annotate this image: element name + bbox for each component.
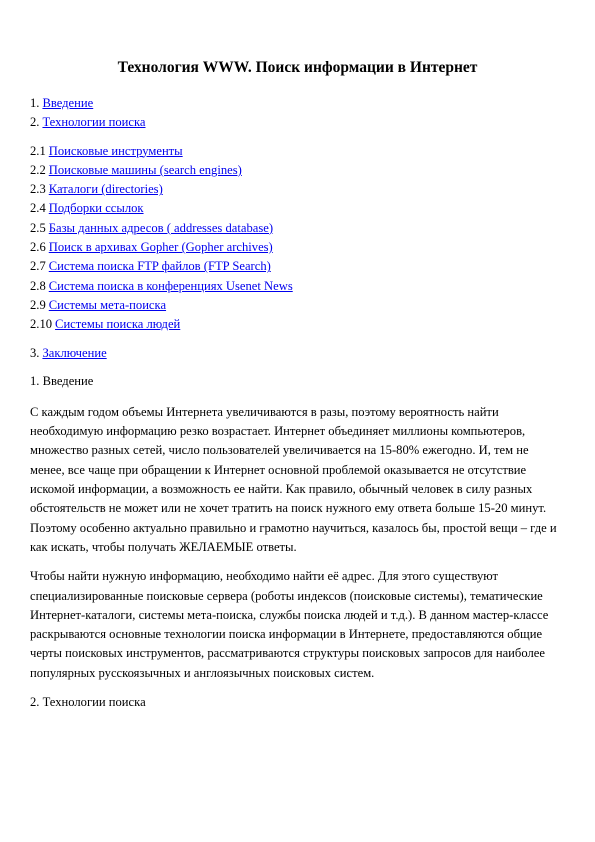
- toc-item-intro: [30, 94, 565, 113]
- toc-item-2-5: [30, 219, 565, 238]
- toc-number: 1.: [30, 96, 40, 110]
- toc-number: 2.4: [30, 201, 46, 216]
- body-paragraph: С каждым годом объемы Интернета увеличиваются в разы, поэтому вероятность найти необходимую информацию резко возрастает. Интернет объединяет миллионы компьютеров, множество разных сетей, число пользователей увеличивается на 15-80% ежегодно. И, тем не менее, все чаще при обращении к Интернет основной проблемой оказывается не отсутствие искомой информации, а возможность ее найти. Как правило, обычный человек в силу разных обстоятельств не может или не хочет тратить на поиск нужного ему ответа больше 15-20 минут. Поэтому особенно актуально правильно и грамотно научиться, казалось бы, простой вещи – где и как искать, чтобы получать ЖЕЛАЕМЫЕ ответы.: [30, 404, 557, 554]
- toc-link-2-4[interactable]: Подборки ссылок: [48, 201, 144, 216]
- toc-number: 2.2: [30, 162, 46, 177]
- toc-link-2-9[interactable]: Системы мета-поиска: [48, 297, 167, 312]
- toc-item-search-tech: [30, 113, 565, 132]
- toc-link-2-3[interactable]: Каталоги (directories): [48, 182, 163, 197]
- toc-sub: [30, 142, 565, 335]
- toc-number: 2.: [30, 115, 40, 130]
- toc-item-2-10: [30, 315, 565, 334]
- page-title: Технология WWW. Поиск информации в Интернет: [117, 59, 478, 76]
- toc-number: 2.9: [30, 297, 46, 312]
- toc-link-intro[interactable]: Введение: [42, 96, 94, 110]
- section-heading-intro: 1. Введение: [30, 373, 94, 388]
- toc-link-2-1[interactable]: Поисковые инструменты: [48, 143, 183, 158]
- toc-item-2-6: [30, 238, 565, 257]
- toc-link-2-5[interactable]: Базы данных адресов ( addresses database): [48, 220, 274, 235]
- toc-link-2-6[interactable]: Поиск в архивах Gopher (Gopher archives): [48, 240, 273, 255]
- toc-number: 2.5: [30, 220, 46, 235]
- body-paragraph: Чтобы найти нужную информацию, необходимо найти её адрес. Для этого существуют специализированные поисковые сервера (роботы индексов (поисковые системы), тематические Интернет-каталоги, системы мета-поиска, службы поиска людей и т.д.). В данном мастер-классе раскрываются основные технологии поиска информации в Интернете, предоставляются общие черты поисковых инструментов, рассматриваются структуры поисковых запросов для наиболее популярных русскоязычных и англоязычных поисковых систем.: [30, 569, 549, 680]
- toc-item-conclusion: [30, 344, 565, 363]
- toc-link-2-10[interactable]: Системы поиска людей: [55, 317, 181, 332]
- toc-link-2-8[interactable]: Система поиска в конференциях Usenet News: [48, 278, 293, 293]
- toc-item-2-9: [30, 296, 565, 315]
- toc-number: 2.10: [30, 317, 53, 332]
- toc-top: [30, 94, 565, 133]
- toc-link-conclusion[interactable]: Заключение: [42, 345, 107, 360]
- toc-number: 2.6: [30, 240, 46, 255]
- toc-number: 2.8: [30, 278, 46, 293]
- toc-item-2-7: [30, 257, 565, 276]
- toc-item-2-2: [30, 161, 565, 180]
- toc-number: 2.3: [30, 182, 46, 197]
- toc-end: [30, 344, 565, 363]
- toc-item-2-4: [30, 199, 565, 218]
- toc-number: 2.7: [30, 259, 46, 274]
- section-heading-search-tech: 2. Технологии поиска: [30, 695, 146, 710]
- toc-number: 3.: [30, 345, 40, 360]
- toc-link-2-2[interactable]: Поисковые машины (search engines): [48, 162, 242, 177]
- toc-number: 2.1: [30, 143, 46, 158]
- toc-item-2-3: [30, 180, 565, 199]
- toc-link-search-tech[interactable]: Технологии поиска: [42, 115, 146, 130]
- toc-item-2-1: [30, 142, 565, 161]
- toc-item-2-8: [30, 277, 565, 296]
- toc-link-2-7[interactable]: Система поиска FTP файлов (FTP Search): [48, 259, 271, 274]
